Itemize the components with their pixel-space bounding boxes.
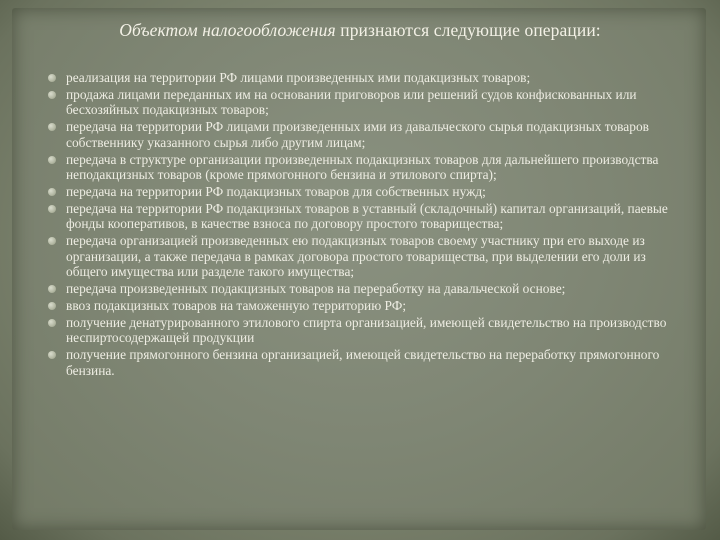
list-item-text: реализация на территории РФ лицами произведенных ими подакцизных товаров; <box>66 70 531 85</box>
list-item-text: продажа лицами переданных им на основании приговоров или решений судов конфискованных или бесхозяйных подакцизных товаров; <box>66 87 637 118</box>
bullet-icon <box>48 74 56 82</box>
list-item-text: передача произведенных подакцизных товаров на переработку на давальческой основе; <box>66 280 566 296</box>
list-item <box>48 70 688 85</box>
list-item-text: передача на территории РФ подакцизных товаров в уставный (складочный) капитал организаций, паевые фонды кооперативов, в качестве взноса по договору простого товарищества; <box>66 201 668 232</box>
operations-list <box>48 70 688 380</box>
bullet-icon <box>48 285 56 293</box>
bullet-icon <box>48 237 56 245</box>
bullet-icon <box>48 123 56 131</box>
bullet-icon <box>48 319 56 327</box>
list-item <box>48 298 688 313</box>
list-item <box>48 119 688 149</box>
list-item <box>48 281 688 296</box>
list-item <box>48 152 688 182</box>
slide-title-italic: Объектом налогообложения <box>119 20 336 40</box>
bullet-icon <box>48 205 56 213</box>
list-item-text: передача организацией произведенных ею подакцизных товаров своему участнику при его выходе из организации, а также передача в рамках договора простого товарищества, при выделении его доли из общего имущества или разделе такого имущества; <box>66 233 646 279</box>
list-item <box>48 347 688 377</box>
list-item <box>48 233 688 279</box>
list-item <box>48 184 688 199</box>
list-item <box>48 201 688 231</box>
list-item-text: получение денатурированного этилового спирта организацией, имеющей свидетельство на производство неспиртосодержащей продукции <box>66 315 667 346</box>
bullet-icon <box>48 91 56 99</box>
bullet-icon <box>48 302 56 310</box>
bullet-icon <box>48 156 56 164</box>
list-item-text: передача на территории РФ подакцизных товаров для собственных нужд; <box>66 183 486 199</box>
list-item <box>48 87 688 117</box>
list-item-text: передача на территории РФ лицами произведенных ими из давальческого сырья подакцизных товаров собственнику указанного сырья либо другим лицам; <box>66 119 649 150</box>
slide-title <box>0 20 720 41</box>
list-item-text: получение прямогонного бензина организацией, имеющей свидетельство на переработку прямогонного бензина. <box>66 347 660 378</box>
slide-title-rest: признаются следующие операции: <box>335 20 601 40</box>
bullet-icon <box>48 351 56 359</box>
list-item-text: передача в структуре организации произведенных подакцизных товаров для дальнейшего производства неподакцизных товаров (кроме прямогонного бензина и этилового спирта); <box>66 151 659 182</box>
list-item <box>48 315 688 345</box>
list-item-text: ввоз подакцизных товаров на таможенную территорию РФ; <box>66 297 407 313</box>
bullet-icon <box>48 188 56 196</box>
